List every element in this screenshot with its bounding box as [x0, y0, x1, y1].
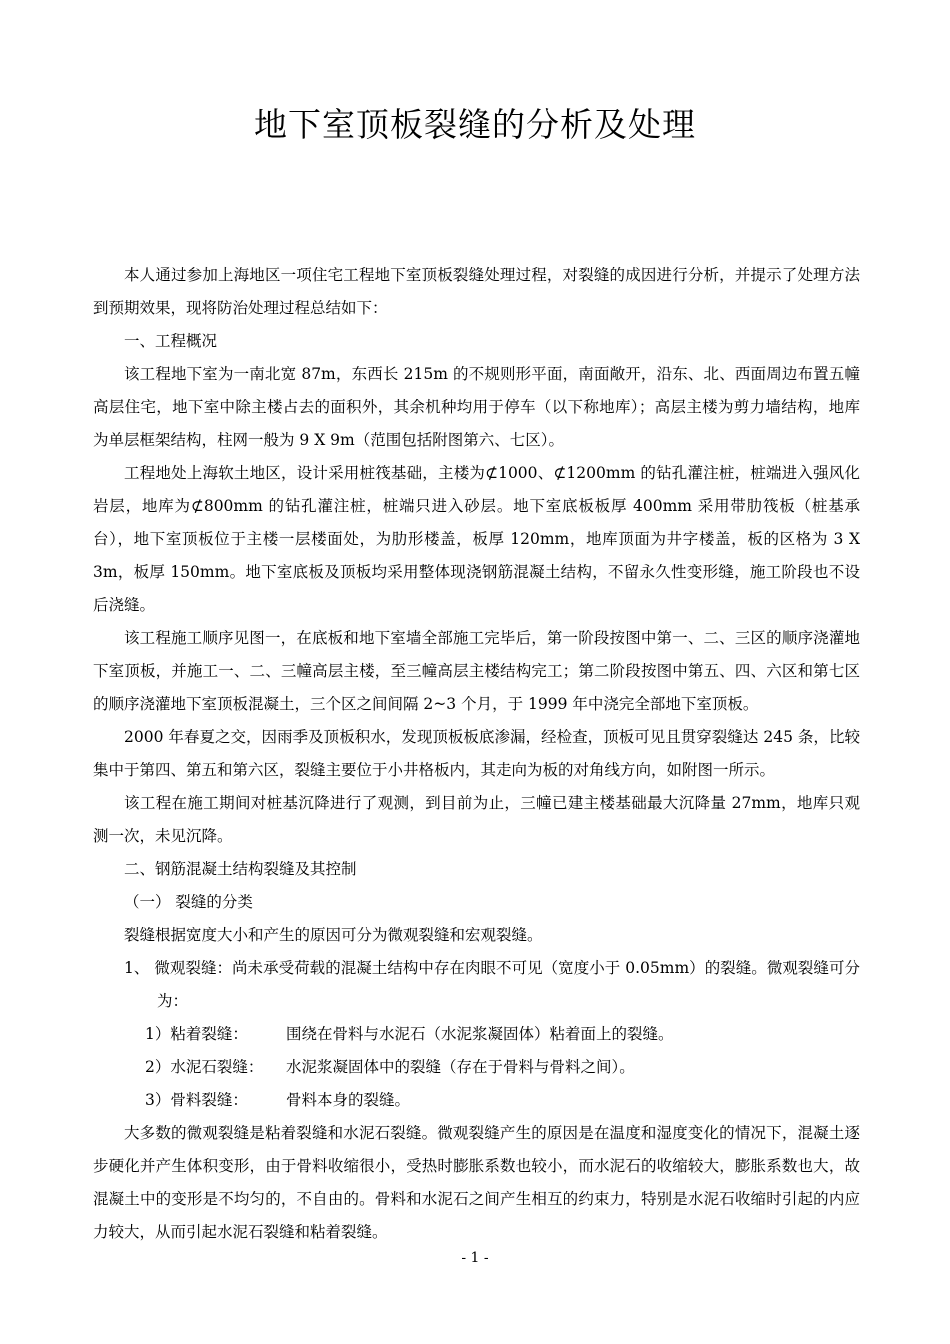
- list-item-micro-cracks: 1、 微观裂缝：尚未承受荷载的混凝土结构中存在肉眼不可见（宽度小于 0.05mm）的裂缝。微观裂缝可分为：: [124, 959, 860, 1010]
- micro-cracks-explanation-paragraph: 大多数的微观裂缝是粘着裂缝和水泥石裂缝。微观裂缝产生的原因是在温度和湿度变化的情况下，混凝土逐步硬化并产生体积变形，由于骨料收缩很小，受热时膨胀系数也较小，而水泥石的收缩较大，膨胀系数也大，故混凝土中的变形是不均匀的，不自由的。骨料和水泥石之间产生相互的约束力，特别是水泥石收缩时引起的内应力较大，从而引起水泥石裂缝和粘着裂缝。: [93, 1124, 860, 1241]
- overview-paragraph-5: 该工程在施工期间对桩基沉降进行了观测，到目前为止，三幢已建主楼基础最大沉降量 27mm，地库只观测一次，未见沉降。: [93, 794, 860, 845]
- sub-item-bond-cracks: [93, 1018, 860, 1051]
- overview-paragraph-1: 该工程地下室为一南北宽 87m，东西长 215m 的不规则形平面，南面敞开，沿东、北、西面周边布置五幢高层住宅，地下室中除主楼占去的面积外，其余机种均用于停车（以下称地库）；高层主楼为剪力墙结构，地库为单层框架结构，柱网一般为 9 X 9m（范围包括附图第六、七区）。: [93, 365, 860, 449]
- sub-item-aggregate-cracks: [93, 1084, 860, 1117]
- section-heading-cracks: 二、钢筋混凝土结构裂缝及其控制: [124, 860, 357, 878]
- intro-paragraph: 本人通过参加上海地区一项住宅工程地下室顶板裂缝处理过程，对裂缝的成因进行分析，并提示了处理方法到预期效果，现将防治处理过程总结如下：: [93, 266, 860, 317]
- document-body: [93, 259, 860, 1249]
- overview-paragraph-2: 工程地处上海软土地区，设计采用桩筏基础，主楼为⊄1000、⊄1200mm 的钻孔灌注桩，桩端进入强风化岩层，地库为⊄800mm 的钻孔灌注桩，桩端只进入砂层。地下室底板板厚 400mm 采用带肋筏板（桩基承台），地下室顶板位于主楼一层楼面处，为肋形楼盖，板厚 120mm，地库顶面为井字楼盖，板的区格为 3 X 3m，板厚 150mm。地下室底板及顶板均采用整体现浇钢筋混凝土结构，不留永久性变形缝，施工阶段也不设后浇缝。: [93, 464, 860, 614]
- document-title: 地下室顶板裂缝的分析及处理: [254, 105, 696, 144]
- sub-item-text: 围绕在骨料与水泥石（水泥浆凝固体）粘着面上的裂缝。: [286, 1025, 674, 1043]
- sub-item-cement-cracks: [93, 1051, 860, 1084]
- overview-paragraph-4: 2000 年春夏之交，因雨季及顶板积水，发现顶板板底渗漏，经检查，顶板可见且贯穿裂缝达 245 条，比较集中于第四、第五和第六区，裂缝主要位于小井格板内，其走向为板的对角线方向，如附图一所示。: [93, 728, 860, 779]
- sub-item-label: 2）水泥石裂缝：: [145, 1058, 264, 1076]
- classification-paragraph: 裂缝根据宽度大小和产生的原因可分为微观裂缝和宏观裂缝。: [124, 926, 543, 944]
- sub-item-text: 骨料本身的裂缝。: [286, 1091, 411, 1109]
- section-heading-overview: 一、工程概况: [124, 332, 218, 350]
- sub-item-label: 3）骨料裂缝：: [145, 1091, 248, 1109]
- overview-paragraph-3: 该工程施工顺序见图一，在底板和地下室墙全部施工完毕后，第一阶段按图中第一、二、三区的顺序浇灌地下室顶板，并施工一、二、三幢高层主楼，至三幢高层主楼结构完工；第二阶段按图中第五、四、六区和第七区的顺序浇灌地下室顶板混凝土，三个区之间间隔 2~3 个月，于 1999 年中浇完全部地下室顶板。: [93, 629, 860, 713]
- subsection-heading-classification: （一） 裂缝的分类: [124, 893, 253, 911]
- page-number: - 1 -: [461, 1250, 489, 1266]
- sub-item-label: 1）粘着裂缝：: [145, 1025, 248, 1043]
- sub-item-text: 水泥浆凝固体中的裂缝（存在于骨料与骨料之间）。: [286, 1058, 635, 1076]
